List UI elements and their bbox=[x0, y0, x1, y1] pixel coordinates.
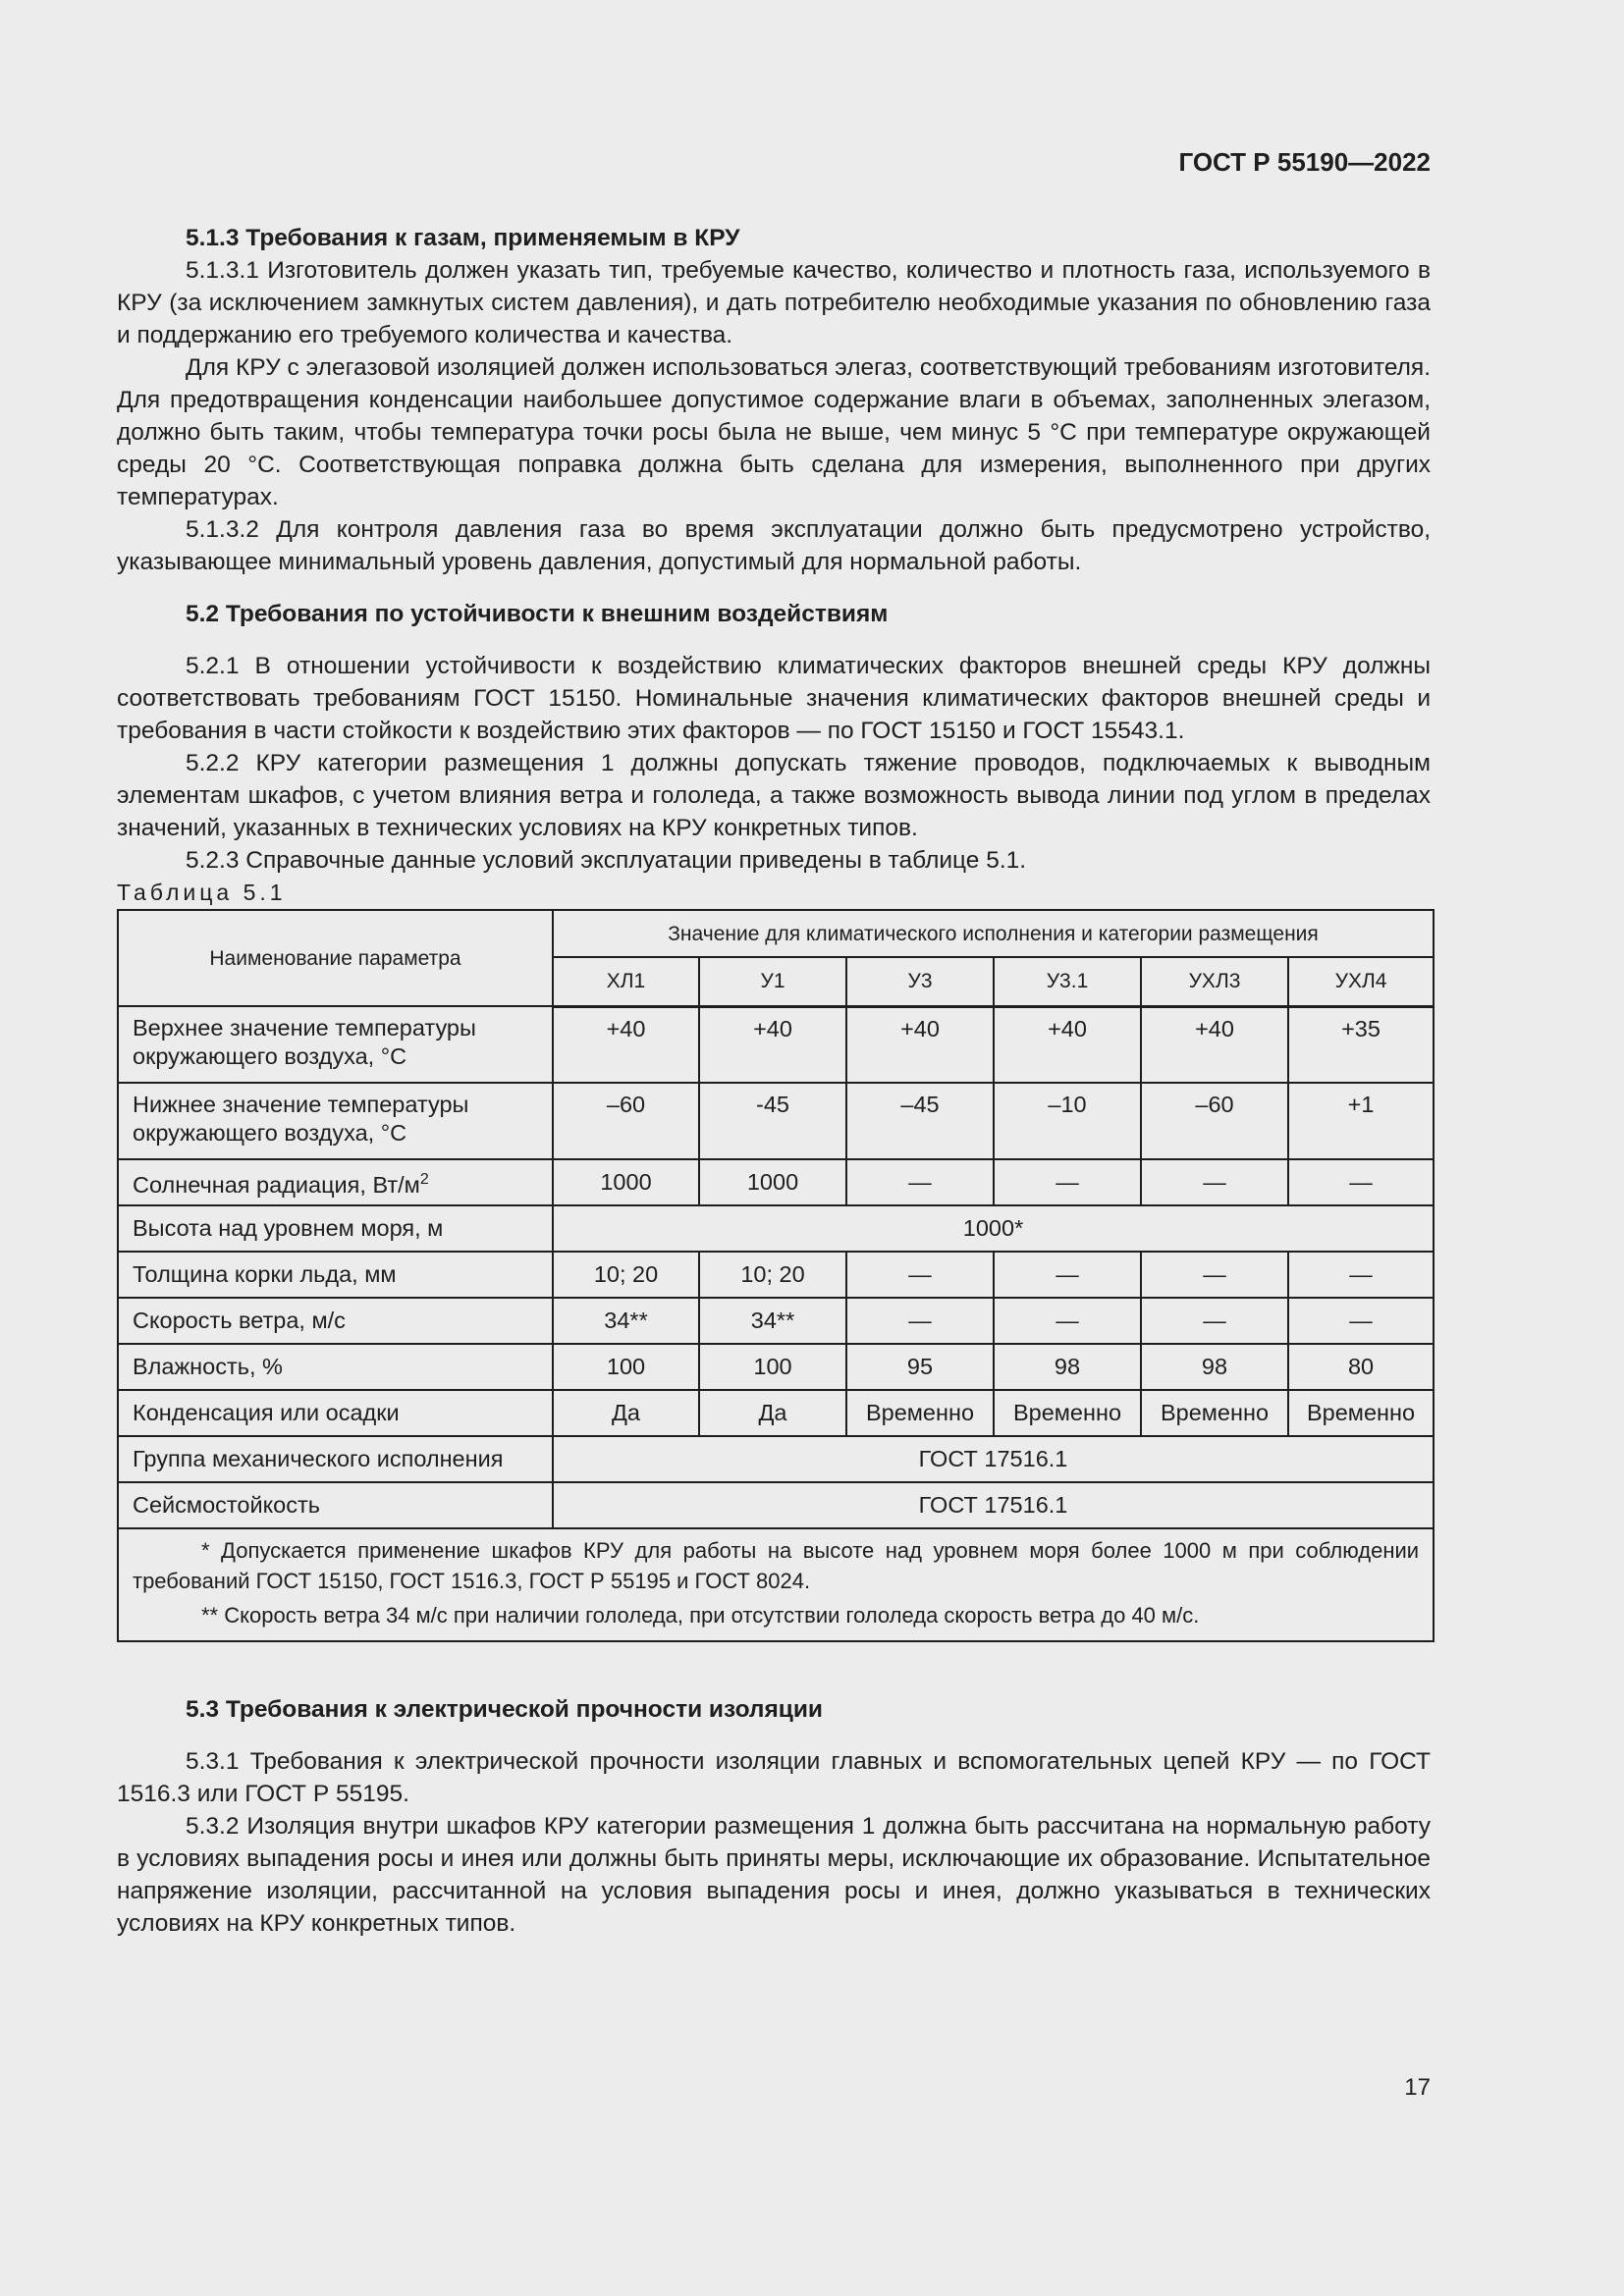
page-number: 17 bbox=[1404, 2074, 1431, 2101]
value-cell: 100 bbox=[553, 1344, 699, 1390]
merged-value-cell: ГОСТ 17516.1 bbox=[553, 1436, 1434, 1482]
value-cell: +40 bbox=[699, 1006, 846, 1083]
paragraph: Для КРУ с элегазовой изоляцией должен использоваться элегаз, соответствующий требованиям изготовителя. Для предотвращения конденсации наибольшее допустимое содержание влаги в объемах, заполненных элегазом, должно быть таким, чтобы температура точки росы была не выше, чем минус 5 °С при температуре окружающей среды 20 °С. Соответствующая поправка должна быть сделана для измерения, выполненного при других температурах. bbox=[117, 354, 1431, 510]
value-cell: Временно bbox=[1141, 1390, 1288, 1436]
value-cell: +40 bbox=[553, 1006, 699, 1083]
value-cell: 98 bbox=[994, 1344, 1141, 1390]
value-cell: -45 bbox=[699, 1083, 846, 1159]
param-name-cell bbox=[118, 1298, 553, 1344]
value-cell: 34** bbox=[699, 1298, 846, 1344]
table-row bbox=[118, 1006, 1434, 1083]
param-name-cell bbox=[118, 1083, 553, 1159]
paragraph: 5.2.1 В отношении устойчивости к воздействию климатических факторов внешней среды КРУ должны соответствовать требованиям ГОСТ 15150. Номинальные значения климатических факторов внешней среды и требования в части стойкости к воздействию этих факторов — по ГОСТ 15150 и ГОСТ 15543.1. bbox=[117, 653, 1431, 744]
param-name-cell bbox=[118, 1344, 553, 1390]
param-name-cell bbox=[118, 1252, 553, 1298]
value-cell: +35 bbox=[1288, 1006, 1434, 1083]
value-cell: 95 bbox=[846, 1344, 994, 1390]
paragraph: 5.2.2 КРУ категории размещения 1 должны допускать тяжение проводов, подключаемых к выводным элементам шкафов, с учетом влияния ветра и гололеда, а также возможность вывода линии под углом в пределах значений, указанных в технических условиях на КРУ конкретных типов. bbox=[117, 750, 1431, 841]
param-name-cell bbox=[118, 1482, 553, 1528]
value-cell: — bbox=[1141, 1298, 1288, 1344]
value-cell: 10; 20 bbox=[553, 1252, 699, 1298]
climate-code-header: УХЛ3 bbox=[1141, 957, 1288, 1006]
value-cell: Временно bbox=[994, 1390, 1141, 1436]
value-cell: Временно bbox=[1288, 1390, 1434, 1436]
value-cell: Временно bbox=[846, 1390, 994, 1436]
param-name-cell bbox=[118, 1436, 553, 1482]
value-cell: –10 bbox=[994, 1083, 1141, 1159]
value-cell: 1000 bbox=[699, 1159, 846, 1205]
merged-value-cell: 1000* bbox=[553, 1205, 1434, 1252]
param-name: Нижнее значение температуры окружающего воздуха, °С bbox=[133, 1092, 469, 1146]
table-row bbox=[118, 1252, 1434, 1298]
value-cell: +1 bbox=[1288, 1083, 1434, 1159]
climate-code-header: У1 bbox=[699, 957, 846, 1006]
merged-value-cell: ГОСТ 17516.1 bbox=[553, 1482, 1434, 1528]
climate-code-header: У3.1 bbox=[994, 957, 1141, 1006]
table-row bbox=[118, 1298, 1434, 1344]
paragraph: 5.2.3 Справочные данные условий эксплуатации приведены в таблице 5.1. bbox=[186, 847, 1027, 874]
value-cell: — bbox=[994, 1252, 1141, 1298]
table-row bbox=[118, 1083, 1434, 1159]
param-name-cell bbox=[118, 1159, 553, 1205]
value-cell: — bbox=[994, 1298, 1141, 1344]
paragraph: 5.3.2 Изоляция внутри шкафов КРУ категории размещения 1 должна быть рассчитана на нормальную работу в условиях выпадения росы и инея или должны быть приняты меры, исключающие их образование. Испытательное напряжение изоляции, рассчитанной на условия выпадения росы и инея, должно указываться в технических условиях на КРУ конкретных типов. bbox=[117, 1813, 1431, 1937]
table-caption: Таблица 5.1 bbox=[117, 880, 287, 905]
table-row bbox=[118, 1482, 1434, 1528]
param-name: Сейсмостойкость bbox=[133, 1492, 320, 1518]
value-cell: +40 bbox=[1141, 1006, 1288, 1083]
table-notes bbox=[118, 1528, 1434, 1641]
unit-superscript: 2 bbox=[419, 1171, 429, 1189]
value-cell: –60 bbox=[1141, 1083, 1288, 1159]
table-row bbox=[118, 1344, 1434, 1390]
param-name: Группа механического исполнения bbox=[133, 1446, 504, 1471]
param-name-cell bbox=[118, 1006, 553, 1083]
value-cell: — bbox=[846, 1159, 994, 1205]
value-cell: +40 bbox=[846, 1006, 994, 1083]
section-heading-5-1-3: 5.1.3 Требования к газам, применяемым в КРУ bbox=[186, 225, 740, 251]
table-row bbox=[118, 1159, 1434, 1205]
value-cell: — bbox=[1288, 1298, 1434, 1344]
climate-code-header: ХЛ1 bbox=[553, 957, 699, 1006]
paragraph: 5.3.1 Требования к электрической прочности изоляции главных и вспомогательных цепей КРУ — по ГОСТ 1516.3 или ГОСТ Р 55195. bbox=[117, 1748, 1431, 1807]
param-name: Высота над уровнем моря, м bbox=[133, 1215, 444, 1241]
table-row bbox=[118, 1390, 1434, 1436]
value-cell: 80 bbox=[1288, 1344, 1434, 1390]
climate-code-header: У3 bbox=[846, 957, 994, 1006]
value-cell: — bbox=[846, 1252, 994, 1298]
param-name: Верхнее значение температуры окружающего воздуха, °С bbox=[133, 1015, 476, 1069]
param-name-cell bbox=[118, 1390, 553, 1436]
operating-conditions-table bbox=[117, 909, 1435, 1642]
value-cell: –45 bbox=[846, 1083, 994, 1159]
value-cell: — bbox=[1288, 1159, 1434, 1205]
param-name: Толщина корки льда, мм bbox=[133, 1261, 397, 1287]
group-header: Значение для климатического исполнения и категории размещения bbox=[553, 910, 1434, 957]
param-name: Солнечная радиация, Вт/м bbox=[133, 1171, 420, 1198]
page-content bbox=[117, 222, 1431, 1940]
climate-code-header: УХЛ4 bbox=[1288, 957, 1434, 1006]
table-row bbox=[118, 1205, 1434, 1252]
value-cell: +40 bbox=[994, 1006, 1141, 1083]
value-cell: 34** bbox=[553, 1298, 699, 1344]
value-cell: Да bbox=[699, 1390, 846, 1436]
param-name-cell bbox=[118, 1205, 553, 1252]
table-note: ** Скорость ветра 34 м/с при наличии гололеда, при отсутствии гололеда скорость ветра до 40 м/с. bbox=[201, 1603, 1200, 1628]
value-cell: 1000 bbox=[553, 1159, 699, 1205]
table-row bbox=[118, 1436, 1434, 1482]
paragraph: 5.1.3.1 Изготовитель должен указать тип, требуемые качество, количество и плотность газа, используемого в КРУ (за исключением замкнутых систем давления), и дать потребителю необходимые указания по обновлению газа и поддержанию его требуемого количества и качества. bbox=[117, 257, 1431, 348]
param-name: Конденсация или осадки bbox=[133, 1400, 400, 1425]
section-heading-5-3: 5.3 Требования к электрической прочности изоляции bbox=[186, 1696, 823, 1723]
value-cell: 10; 20 bbox=[699, 1252, 846, 1298]
document-code: ГОСТ Р 55190—2022 bbox=[1178, 147, 1431, 177]
paragraph: 5.1.3.2 Для контроля давления газа во время эксплуатации должно быть предусмотрено устройство, указывающее минимальный уровень давления, допустимый для нормальной работы. bbox=[117, 516, 1431, 575]
param-header: Наименование параметра bbox=[118, 910, 553, 1006]
section-heading-5-2: 5.2 Требования по устойчивости к внешним воздействиям bbox=[186, 601, 889, 627]
value-cell: — bbox=[1141, 1252, 1288, 1298]
value-cell: 98 bbox=[1141, 1344, 1288, 1390]
value-cell: — bbox=[994, 1159, 1141, 1205]
value-cell: Да bbox=[553, 1390, 699, 1436]
value-cell: 100 bbox=[699, 1344, 846, 1390]
param-name: Влажность, % bbox=[133, 1354, 283, 1379]
param-name: Скорость ветра, м/с bbox=[133, 1308, 346, 1333]
value-cell: — bbox=[1288, 1252, 1434, 1298]
value-cell: –60 bbox=[553, 1083, 699, 1159]
value-cell: — bbox=[1141, 1159, 1288, 1205]
table-note: * Допускается применение шкафов КРУ для работы на высоте над уровнем моря более 1000 м при соблюдении требований ГОСТ 15150, ГОСТ 1516.3, ГОСТ Р 55195 и ГОСТ 8024. bbox=[133, 1538, 1420, 1593]
value-cell: — bbox=[846, 1298, 994, 1344]
